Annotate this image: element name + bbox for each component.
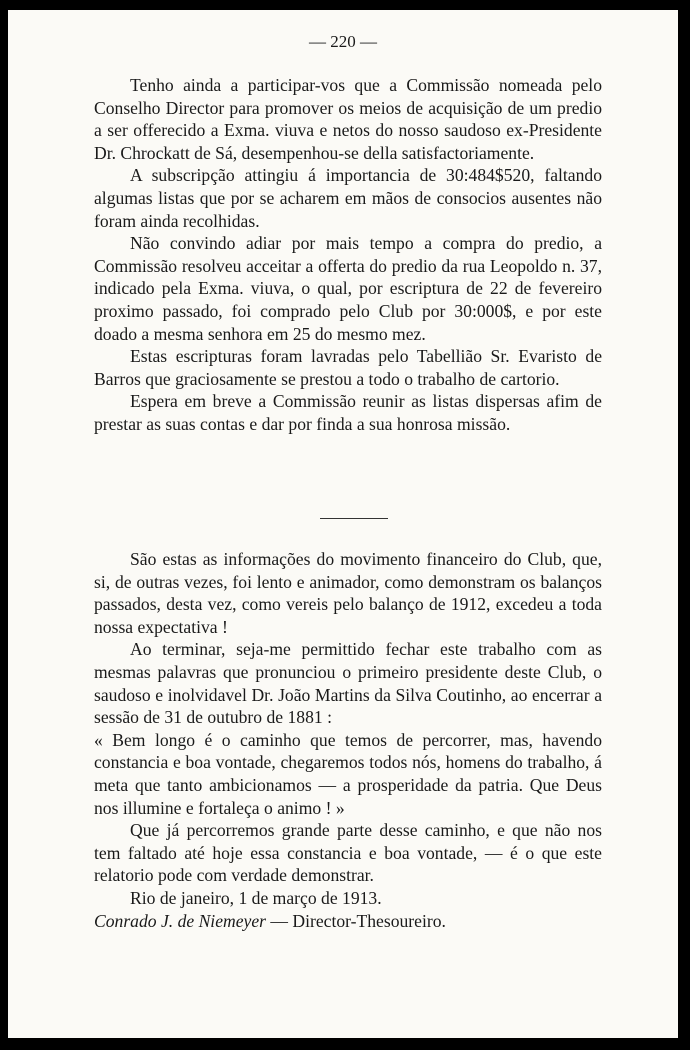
section-commission <box>94 74 602 436</box>
paragraph: Estas escripturas foram lavradas pelo Tabellião Sr. Evaristo de Barros que graciosamente se prestou a todo o trabalho de cartorio. <box>94 346 602 389</box>
page-number: — 220 — <box>309 32 377 51</box>
section-divider <box>320 518 388 519</box>
paragraph: Ao terminar, seja-me permittido fechar este trabalho com as mesmas palavras que pronunciou o primeiro presidente deste Club, o saudoso e inolvidavel Dr. João Martins da Silva Coutinho, ao encerrar a sessão de 31 de outubro de 1881 : <box>94 639 602 728</box>
paragraph: Que já percorremos grande parte desse caminho, e que não nos tem faltado até hoje essa constancia e boa vontade, — é o que este relatorio pode com verdade demonstrar. <box>94 820 602 886</box>
section-closing <box>94 548 602 932</box>
block-quote: « Bem longo é o caminho que temos de percorrer, mas, havendo constancia e boa vontade, chegaremos todos nós, homens do trabalho, á meta que tanto ambicionamos — a prosperidade da patria. Que Deus nos illumine e fortaleça o animo ! » <box>94 729 602 818</box>
paragraph: Não convindo adiar por mais tempo a compra do predio, a Commissão resolveu acceitar a offerta do predio da rua Leopoldo n. 37, indicado pela Exma. viuva, o qual, por escriptura de 22 de fevereiro proximo passado, foi comprado pelo Club por 30:000$, e por este doado a mesma senhora em 25 do mesmo mez. <box>94 233 602 344</box>
paragraph: São estas as informações do movimento financeiro do Club, que, si, de outras vezes, foi lento e animador, como demonstram os balanços passados, desta vez, como vereis pelo balanço de 1912, excedeu a toda nossa expectativa ! <box>94 549 602 637</box>
signature-line <box>94 910 602 933</box>
paragraph: Tenho ainda a participar-vos que a Commissão nomeada pelo Conselho Director para promover os meios de acquisição de um predio a ser offerecido a Exma. viuva e netos do nosso saudoso ex-Presidente Dr. Chrockatt de Sá, desempenhou-se della satisfactoriamente. <box>94 75 602 163</box>
paragraph: Espera em breve a Commissão reunir as listas dispersas afim de prestar as suas contas e dar por finda a sua honrosa missão. <box>94 391 602 434</box>
signature-name: Conrado J. de Niemeyer <box>94 910 266 931</box>
signature-title: — Director-Thesoureiro. <box>266 910 446 931</box>
document-page <box>8 10 678 1038</box>
paragraph: A subscripção attingiu á importancia de 30:484$520, faltando algumas listas que por se acharem em mãos de consocios ausentes não foram ainda recolhidas. <box>94 165 602 231</box>
date-line: Rio de janeiro, 1 de março de 1913. <box>130 887 382 908</box>
